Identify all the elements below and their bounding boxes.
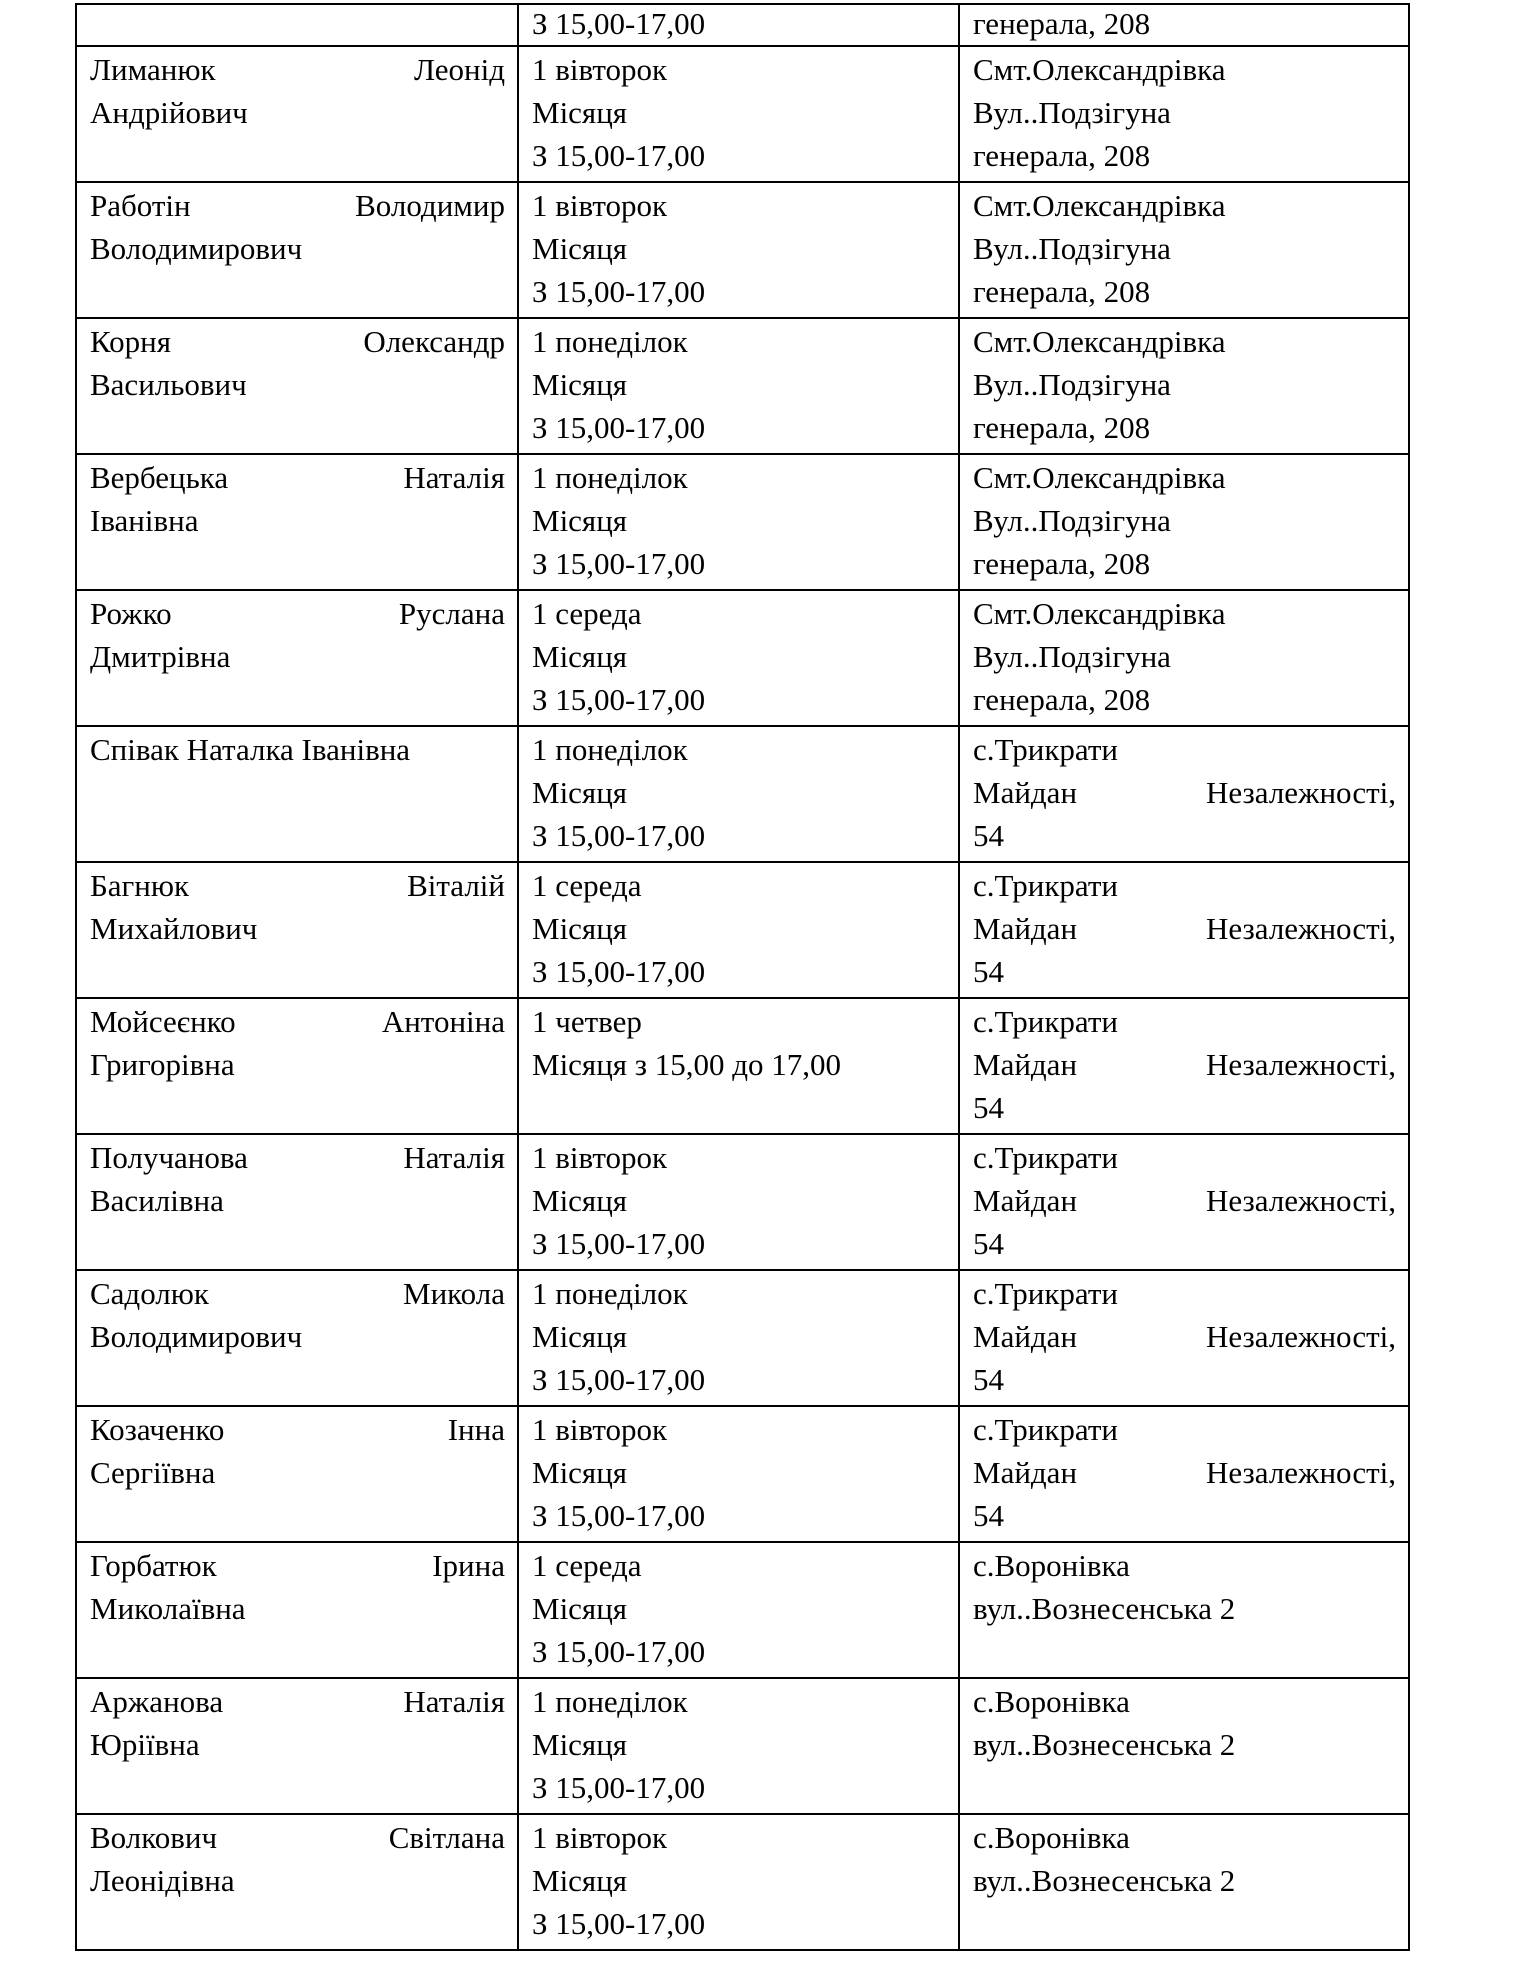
text-word: Інна bbox=[447, 1412, 505, 1447]
table-row bbox=[76, 46, 1409, 182]
text-line: генерала, 208 bbox=[973, 410, 1151, 445]
text-word: Волкович bbox=[90, 1820, 218, 1855]
text-line: 1 понеділок bbox=[532, 1276, 688, 1311]
address-cell bbox=[959, 46, 1409, 182]
full-name-cell bbox=[76, 1542, 518, 1678]
text-line: генерала, 208 bbox=[973, 546, 1151, 581]
text-line: Юріївна bbox=[90, 1727, 200, 1762]
text-line: вул..Вознесенська 2 bbox=[973, 1591, 1236, 1626]
text-line: с.Трикрати bbox=[973, 732, 1119, 767]
text-word: Віталій bbox=[407, 868, 505, 903]
text-line: Смт.Олександрівка bbox=[973, 460, 1226, 495]
text-line: З 15,00-17,00 bbox=[532, 138, 706, 173]
full-name-cell bbox=[76, 1678, 518, 1814]
text-line bbox=[973, 1315, 1396, 1358]
text-line: Вул..Подзігуна bbox=[973, 231, 1171, 266]
text-line: З 15,00-17,00 bbox=[532, 410, 706, 445]
text-line: Місяця bbox=[532, 1319, 628, 1354]
text-line: с.Воронівка bbox=[973, 1548, 1130, 1583]
text-line: Місяця з 15,00 до 17,00 bbox=[532, 1047, 842, 1082]
text-line: Вул..Подзігуна bbox=[973, 367, 1171, 402]
text-word: Наталія bbox=[403, 1140, 505, 1175]
address-cell bbox=[959, 1134, 1409, 1270]
text-line: З 15,00-17,00 bbox=[532, 682, 706, 717]
text-word: Корня bbox=[90, 324, 171, 359]
full-name-cell bbox=[76, 998, 518, 1134]
table-row bbox=[76, 1542, 1409, 1678]
text-word: Майдан bbox=[973, 775, 1078, 810]
text-line: Володимирович bbox=[90, 231, 303, 266]
text-word: Майдан bbox=[973, 911, 1078, 946]
text-line: З 15,00-17,00 bbox=[532, 1226, 706, 1261]
text-word: Козаченко bbox=[90, 1412, 225, 1447]
text-line: 1 середа bbox=[532, 596, 642, 631]
address-cell bbox=[959, 318, 1409, 454]
text-line: Місяця bbox=[532, 95, 628, 130]
address-cell bbox=[959, 1678, 1409, 1814]
reception-time-cell bbox=[518, 1270, 959, 1406]
reception-time-cell bbox=[518, 46, 959, 182]
text-word: Работін bbox=[90, 188, 191, 223]
text-line: Місяця bbox=[532, 231, 628, 266]
text-word: Майдан bbox=[973, 1319, 1078, 1354]
text-line: 1 понеділок bbox=[532, 324, 688, 359]
text-word: Незалежності, bbox=[1206, 1183, 1396, 1218]
text-line bbox=[90, 592, 505, 635]
table-row bbox=[76, 1134, 1409, 1270]
text-line: 54 bbox=[973, 818, 1004, 853]
text-line: Смт.Олександрівка bbox=[973, 596, 1226, 631]
text-line: 1 вівторок bbox=[532, 1820, 668, 1855]
text-line: Васильович bbox=[90, 367, 247, 402]
text-line: З 15,00-17,00 bbox=[532, 6, 706, 41]
text-line bbox=[90, 320, 505, 363]
reception-time-cell bbox=[518, 998, 959, 1134]
text-line: 1 вівторок bbox=[532, 1412, 668, 1447]
full-name-cell bbox=[76, 590, 518, 726]
text-line bbox=[973, 1043, 1396, 1086]
text-line: З 15,00-17,00 bbox=[532, 1362, 706, 1397]
table-row bbox=[76, 726, 1409, 862]
text-line: Місяця bbox=[532, 1727, 628, 1762]
text-word: Руслана bbox=[398, 596, 505, 631]
text-word: Володимир bbox=[355, 188, 505, 223]
table-row bbox=[76, 1678, 1409, 1814]
table-row bbox=[76, 318, 1409, 454]
text-line: генерала, 208 bbox=[973, 6, 1151, 41]
text-line: Місяця bbox=[532, 367, 628, 402]
text-word: Незалежності, bbox=[1206, 1319, 1396, 1354]
text-word: Незалежності, bbox=[1206, 1455, 1396, 1490]
reception-time-cell bbox=[518, 1542, 959, 1678]
text-line: с.Воронівка bbox=[973, 1820, 1130, 1855]
text-line: 1 середа bbox=[532, 868, 642, 903]
full-name-cell bbox=[76, 182, 518, 318]
reception-time-cell bbox=[518, 1814, 959, 1950]
text-line: Вул..Подзігуна bbox=[973, 639, 1171, 674]
text-word: Наталія bbox=[403, 1684, 505, 1719]
address-cell bbox=[959, 4, 1409, 46]
text-line: с.Трикрати bbox=[973, 1276, 1119, 1311]
text-word: Майдан bbox=[973, 1455, 1078, 1490]
reception-time-cell bbox=[518, 454, 959, 590]
text-line: с.Трикрати bbox=[973, 868, 1119, 903]
text-line: З 15,00-17,00 bbox=[532, 1770, 706, 1805]
text-word: Микола bbox=[403, 1276, 505, 1311]
reception-schedule-table bbox=[75, 3, 1410, 1951]
text-line bbox=[973, 907, 1396, 950]
text-line: с.Трикрати bbox=[973, 1412, 1119, 1447]
text-line: Місяця bbox=[532, 775, 628, 810]
text-line: З 15,00-17,00 bbox=[532, 1906, 706, 1941]
table-row bbox=[76, 4, 1409, 46]
text-word: Получанова bbox=[90, 1140, 248, 1175]
text-word: Горбатюк bbox=[90, 1548, 217, 1583]
text-word: Олександр bbox=[363, 324, 505, 359]
text-line: Вул..Подзігуна bbox=[973, 95, 1171, 130]
address-cell bbox=[959, 1814, 1409, 1950]
full-name-cell bbox=[76, 862, 518, 998]
text-line: Місяця bbox=[532, 911, 628, 946]
table-row bbox=[76, 590, 1409, 726]
text-line: генерала, 208 bbox=[973, 274, 1151, 309]
text-line: Михайлович bbox=[90, 911, 258, 946]
text-line: с.Воронівка bbox=[973, 1684, 1130, 1719]
text-line: Вул..Подзігуна bbox=[973, 503, 1171, 538]
text-line: Місяця bbox=[532, 639, 628, 674]
full-name-cell bbox=[76, 454, 518, 590]
full-name-cell bbox=[76, 1814, 518, 1950]
address-cell bbox=[959, 998, 1409, 1134]
text-line: З 15,00-17,00 bbox=[532, 274, 706, 309]
table-row bbox=[76, 1406, 1409, 1542]
text-word: Лиманюк bbox=[90, 52, 216, 87]
text-line bbox=[90, 1272, 505, 1315]
text-word: Антоніна bbox=[381, 1004, 505, 1039]
full-name-cell bbox=[76, 1406, 518, 1542]
text-line: Смт.Олександрівка bbox=[973, 324, 1226, 359]
address-cell bbox=[959, 862, 1409, 998]
text-line: Смт.Олександрівка bbox=[973, 52, 1226, 87]
reception-time-cell bbox=[518, 726, 959, 862]
full-name-cell bbox=[76, 1270, 518, 1406]
table-row bbox=[76, 182, 1409, 318]
text-word: Багнюк bbox=[90, 868, 190, 903]
text-line: З 15,00-17,00 bbox=[532, 1634, 706, 1669]
text-line bbox=[90, 864, 505, 907]
text-word: Аржанова bbox=[90, 1684, 224, 1719]
text-line: Василівна bbox=[90, 1183, 224, 1218]
table-body bbox=[76, 4, 1409, 1950]
text-line: З 15,00-17,00 bbox=[532, 1498, 706, 1533]
address-cell bbox=[959, 1542, 1409, 1678]
text-line: Місяця bbox=[532, 1183, 628, 1218]
text-line: 1 понеділок bbox=[532, 460, 688, 495]
address-cell bbox=[959, 1270, 1409, 1406]
text-line bbox=[90, 1136, 505, 1179]
text-word: Незалежності, bbox=[1206, 775, 1396, 810]
full-name-cell bbox=[76, 726, 518, 862]
text-line bbox=[90, 48, 505, 91]
text-word: Світлана bbox=[388, 1820, 505, 1855]
text-line bbox=[90, 1680, 505, 1723]
text-line: 54 bbox=[973, 1362, 1004, 1397]
table-row bbox=[76, 998, 1409, 1134]
text-line bbox=[90, 1000, 505, 1043]
text-word: Незалежності, bbox=[1206, 1047, 1396, 1082]
reception-time-cell bbox=[518, 1406, 959, 1542]
text-line: Григорівна bbox=[90, 1047, 235, 1082]
text-line: вул..Вознесенська 2 bbox=[973, 1727, 1236, 1762]
text-line: Місяця bbox=[532, 1863, 628, 1898]
text-line bbox=[90, 184, 505, 227]
text-line bbox=[90, 1816, 505, 1859]
text-line bbox=[973, 771, 1396, 814]
full-name-cell bbox=[76, 46, 518, 182]
text-line: Дмитрівна bbox=[90, 639, 231, 674]
text-line: 1 четвер bbox=[532, 1004, 642, 1039]
text-word: Наталія bbox=[403, 460, 505, 495]
table-row bbox=[76, 1814, 1409, 1950]
address-cell bbox=[959, 726, 1409, 862]
text-line: 54 bbox=[973, 1498, 1004, 1533]
text-line: генерала, 208 bbox=[973, 138, 1151, 173]
text-line: Володимирович bbox=[90, 1319, 303, 1354]
text-line: 54 bbox=[973, 1226, 1004, 1261]
text-word: Майдан bbox=[973, 1183, 1078, 1218]
full-name-cell bbox=[76, 1134, 518, 1270]
text-line: Місяця bbox=[532, 1455, 628, 1490]
text-line: Місяця bbox=[532, 1591, 628, 1626]
text-line: З 15,00-17,00 bbox=[532, 546, 706, 581]
reception-time-cell bbox=[518, 590, 959, 726]
table-row bbox=[76, 862, 1409, 998]
text-line: 1 вівторок bbox=[532, 188, 668, 223]
text-line: Миколаївна bbox=[90, 1591, 246, 1626]
address-cell bbox=[959, 182, 1409, 318]
reception-time-cell bbox=[518, 4, 959, 46]
text-word: Незалежності, bbox=[1206, 911, 1396, 946]
text-word: Рожко bbox=[90, 596, 172, 631]
table-row bbox=[76, 1270, 1409, 1406]
text-line bbox=[90, 1408, 505, 1451]
text-word: Ірина bbox=[432, 1548, 505, 1583]
text-line: З 15,00-17,00 bbox=[532, 818, 706, 853]
text-line: Леонідівна bbox=[90, 1863, 235, 1898]
text-word: Садолюк bbox=[90, 1276, 209, 1311]
address-cell bbox=[959, 454, 1409, 590]
text-line: Місяця bbox=[532, 503, 628, 538]
text-line: 1 вівторок bbox=[532, 52, 668, 87]
text-line bbox=[90, 1544, 505, 1587]
text-line: З 15,00-17,00 bbox=[532, 954, 706, 989]
text-line: 1 понеділок bbox=[532, 1684, 688, 1719]
text-line: 54 bbox=[973, 1090, 1004, 1125]
text-line: 1 середа bbox=[532, 1548, 642, 1583]
text-line: с.Трикрати bbox=[973, 1140, 1119, 1175]
text-line: Смт.Олександрівка bbox=[973, 188, 1226, 223]
text-line: вул..Вознесенська 2 bbox=[973, 1863, 1236, 1898]
text-line bbox=[973, 1451, 1396, 1494]
reception-time-cell bbox=[518, 1134, 959, 1270]
full-name-cell bbox=[76, 318, 518, 454]
text-word: Мойсеєнко bbox=[90, 1004, 236, 1039]
text-line: Андрійович bbox=[90, 95, 248, 130]
text-word: Леонід bbox=[413, 52, 505, 87]
text-line: Іванівна bbox=[90, 503, 199, 538]
text-line: Сергіївна bbox=[90, 1455, 216, 1490]
text-line: Співак Наталка Іванівна bbox=[90, 732, 411, 767]
text-line bbox=[90, 456, 505, 499]
text-line: 54 bbox=[973, 954, 1004, 989]
text-line bbox=[973, 1179, 1396, 1222]
address-cell bbox=[959, 590, 1409, 726]
reception-time-cell bbox=[518, 862, 959, 998]
text-word: Майдан bbox=[973, 1047, 1078, 1082]
text-line: 1 понеділок bbox=[532, 732, 688, 767]
text-line: 1 вівторок bbox=[532, 1140, 668, 1175]
text-word: Вербецька bbox=[90, 460, 229, 495]
reception-time-cell bbox=[518, 318, 959, 454]
reception-time-cell bbox=[518, 1678, 959, 1814]
table-row bbox=[76, 454, 1409, 590]
text-line: генерала, 208 bbox=[973, 682, 1151, 717]
text-line: с.Трикрати bbox=[973, 1004, 1119, 1039]
full-name-cell bbox=[76, 4, 518, 46]
reception-time-cell bbox=[518, 182, 959, 318]
address-cell bbox=[959, 1406, 1409, 1542]
